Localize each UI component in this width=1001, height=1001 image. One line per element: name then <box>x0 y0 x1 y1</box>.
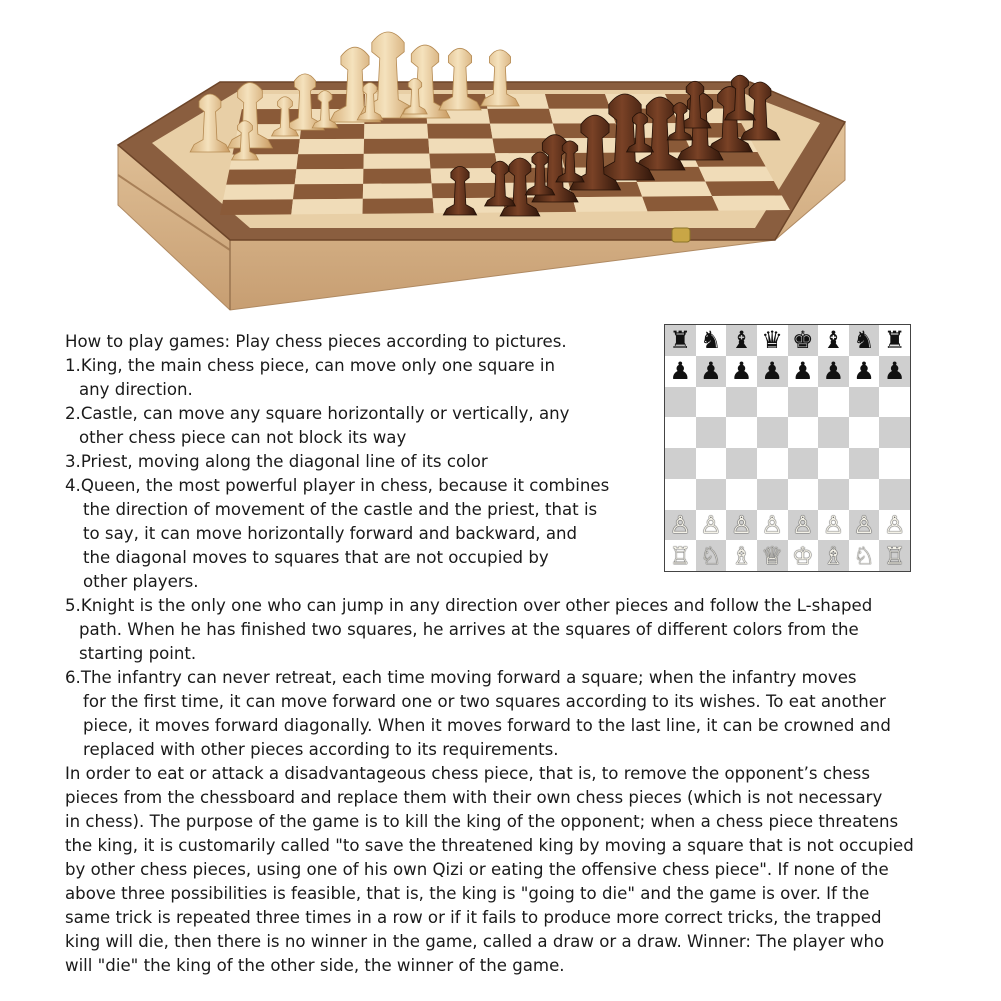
instruction-line: 2.Castle, can move any square horizontally or vertically, any <box>65 404 570 423</box>
white-piece-icon: ♕ <box>761 541 783 570</box>
black-piece-icon: ♟ <box>792 357 814 386</box>
instruction-line: 1.King, the main chess piece, can move only one square in <box>65 356 555 375</box>
instruction-line: will "die" the king of the other side, the winner of the game. <box>65 956 565 975</box>
photo-board-square <box>429 153 497 168</box>
instruction-line: replaced with other pieces according to its requirements. <box>83 740 559 759</box>
photo-board-square <box>432 183 503 198</box>
photo-board-square <box>712 196 790 211</box>
photo-board-square <box>490 123 557 138</box>
black-piece-icon: ♟ <box>761 357 783 386</box>
instruction-line: In order to eat or attack a disadvantageous chess piece, that is, to remove the opponent’s chess <box>65 764 870 783</box>
white-piece-icon: ♙ <box>853 510 875 539</box>
instruction-line: 5.Knight is the only one who can jump in any direction over other pieces and follow the L-shaped <box>65 596 873 615</box>
instruction-line: king will die, then there is no winner in the game, called a draw or a draw. Winner: The player who <box>65 932 885 951</box>
white-piece-icon: ♗ <box>822 541 845 570</box>
photo-board-square <box>220 199 293 215</box>
black-piece-icon: ♟ <box>669 357 692 386</box>
photo-board-square <box>296 154 363 169</box>
white-piece-icon: ♖ <box>669 541 692 570</box>
photo-board-square <box>223 184 295 200</box>
instruction-line: by other chess pieces, using one of his own Qizi or eating the offensive chess piece". If none of the <box>65 860 889 879</box>
black-piece-icon: ♝ <box>730 326 753 355</box>
chess-set-photo <box>100 10 860 315</box>
black-piece-icon: ♟ <box>853 357 875 386</box>
photo-board-square <box>291 199 363 215</box>
photo-board-square <box>699 167 774 182</box>
white-piece-icon: ♔ <box>792 541 814 570</box>
photo-board-square <box>363 154 430 169</box>
black-piece-icon: ♝ <box>822 326 845 355</box>
photo-board-square <box>364 124 428 139</box>
photo-board-square <box>364 139 430 154</box>
white-piece-icon: ♙ <box>883 510 906 539</box>
latch <box>672 228 690 242</box>
photo-board-square <box>295 169 364 184</box>
instruction-line: pieces from the chessboard and replace them with their own chess pieces (which is not necessary <box>65 788 883 807</box>
black-piece-icon: ♛ <box>761 326 783 355</box>
photo-board-square <box>572 197 647 212</box>
instruction-line: 6.The infantry can never retreat, each time moving forward a square; when the infantry moves <box>65 668 857 687</box>
instruction-line: 3.Priest, moving along the diagonal line of its color <box>65 452 488 471</box>
instruction-line: 4.Queen, the most powerful player in chess, because it combines <box>65 476 610 495</box>
instruction-line: any direction. <box>79 380 193 399</box>
black-piece-icon: ♜ <box>883 326 906 355</box>
black-piece-icon: ♟ <box>730 357 753 386</box>
photo-board-square <box>363 183 433 198</box>
instruction-line: the king, it is customarily called "to save the threatened king by moving a square that is not occupied <box>65 836 914 855</box>
photo-board-square <box>427 124 492 139</box>
white-piece <box>439 48 481 110</box>
instruction-line: the diagonal moves to squares that are not occupied by <box>83 548 549 567</box>
photo-board-square <box>642 196 719 211</box>
black-piece-icon: ♟ <box>700 357 722 386</box>
white-piece-icon: ♙ <box>792 510 814 539</box>
instruction-line: other chess piece can not block its way <box>79 428 407 447</box>
instruction-line: starting point. <box>79 644 197 663</box>
photo-board-square <box>428 138 495 153</box>
instruction-line: above three possibilities is feasible, that is, the king is "going to die" and the game is over. If the <box>65 884 870 903</box>
white-piece-icon: ♙ <box>761 510 783 539</box>
white-piece-icon: ♘ <box>853 541 875 570</box>
white-piece-icon: ♙ <box>700 510 722 539</box>
instructions-text <box>65 326 965 978</box>
photo-board-square <box>226 169 296 185</box>
black-piece-icon: ♟ <box>822 357 845 386</box>
instruction-line: to say, it can move horizontally forward and backward, and <box>83 524 578 543</box>
photo-board-square <box>637 181 712 196</box>
white-piece <box>481 50 519 106</box>
instruction-line: other players. <box>83 572 199 591</box>
photo-board-square <box>293 184 363 200</box>
instruction-line: path. When he has finished two squares, he arrives at the squares of different colors from the <box>79 620 859 639</box>
chess-set-illustration <box>100 10 860 315</box>
white-piece-icon: ♘ <box>700 541 722 570</box>
black-piece-icon: ♟ <box>883 357 906 386</box>
photo-board-square <box>488 109 553 124</box>
instruction-line: How to play games: Play chess pieces according to pictures. <box>65 332 567 351</box>
black-piece-icon: ♚ <box>792 326 814 355</box>
white-piece-icon: ♙ <box>669 510 692 539</box>
white-piece-icon: ♗ <box>730 541 753 570</box>
white-piece-icon: ♖ <box>883 541 906 570</box>
black-piece-icon: ♜ <box>669 326 692 355</box>
instruction-line: for the first time, it can move forward one or two squares according to its wishes. To eat another <box>83 692 886 711</box>
photo-board-square <box>363 168 431 183</box>
instruction-line: the direction of movement of the castle and the priest, that is <box>83 500 598 519</box>
white-piece-icon: ♙ <box>822 510 845 539</box>
black-piece-icon: ♞ <box>853 326 875 355</box>
instruction-line: in chess). The purpose of the game is to kill the king of the opponent; when a chess piece threatens <box>65 812 899 831</box>
photo-board-square <box>363 198 434 214</box>
photo-board-square <box>545 94 610 109</box>
white-piece-icon: ♙ <box>730 510 753 539</box>
photo-board-square <box>298 139 364 154</box>
instruction-line: piece, it moves forward diagonally. When it moves forward to the last line, it can be crowned and <box>83 716 891 735</box>
black-piece-icon: ♞ <box>700 326 722 355</box>
photo-board-square <box>705 181 782 196</box>
instruction-line: same trick is repeated three times in a row or if it fails to produce more correct tricks, the trapped <box>65 908 882 927</box>
